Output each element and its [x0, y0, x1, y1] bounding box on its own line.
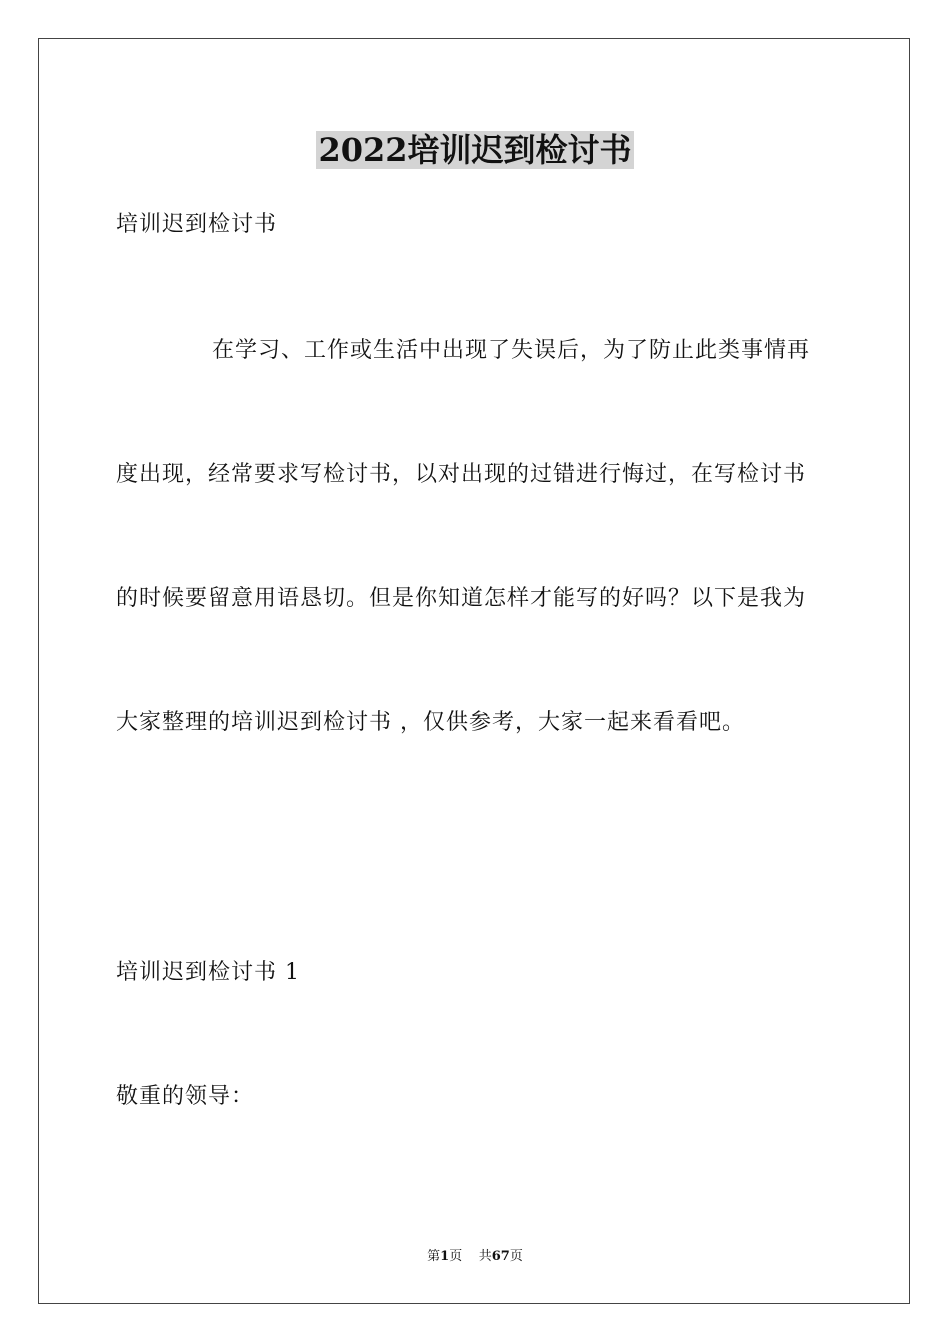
page-footer	[0, 1248, 950, 1266]
paragraph-line-3: 的时候要留意用语恳切。但是你知道怎样才能写的好吗？以下是我为	[116, 586, 807, 611]
footer-total-prefix: 共	[478, 1249, 492, 1264]
document-subtitle: 培训迟到检讨书	[116, 212, 278, 237]
salutation: 敬重的领导：	[116, 1084, 255, 1109]
footer-page-prefix: 第	[427, 1249, 441, 1264]
paragraph-line-4: 大家整理的培训迟到检讨书 ，仅供参考，大家一起来看看吧。	[116, 710, 745, 735]
section-heading: 培训迟到检讨书 1	[116, 960, 300, 985]
paragraph-line-1: 在学习、工作或生活中出现了失误后，为了防止此类事情再	[212, 338, 811, 363]
document-title-text: 2022培训迟到检讨书	[318, 131, 632, 169]
paragraph-line-2: 度出现，经常要求写检讨书，以对出现的过错进行悔过，在写检讨书	[116, 462, 807, 487]
document-title	[0, 128, 950, 172]
footer-total-suffix: 页	[509, 1249, 523, 1264]
footer-page-suffix: 页	[449, 1249, 463, 1264]
footer-page-number: 1	[440, 1249, 450, 1264]
footer-total-pages: 67	[491, 1249, 510, 1264]
